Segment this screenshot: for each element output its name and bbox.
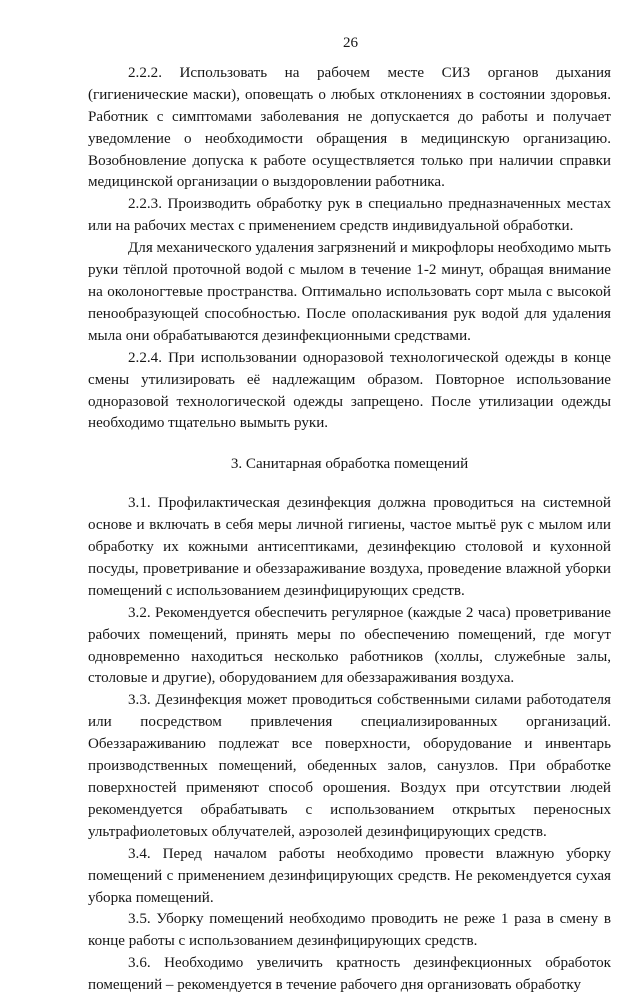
paragraph-3-3: 3.3. Дезинфекция может проводиться собственными силами работодателя или посредством привлечения специализированных организаций. Обеззараживанию подлежат все поверхности, оборудование и инвентарь производственных помещений, обеденных залов, санузлов. При обработке поверхностей применяют способ орошения. Воздух при отсутствии людей рекомендуется обрабатывать с использованием открытых переносных ультрафиолетовых облучателей, аэрозолей дезинфицирующих средств. (88, 692, 611, 840)
paragraph-3-4: 3.4. Перед началом работы необходимо провести влажную уборку помещений с применением дезинфицирующих средств. Не рекомендуется сухая уборка помещений. (88, 845, 611, 906)
paragraph-2-2-2: 2.2.2. Использовать на рабочем месте СИЗ органов дыхания (гигиенические маски), оповещать о любых отклонениях в состоянии здоровья. Работник с симптомами заболевания не допускается до работы и получает уведомление о необходимости обращения в медицинскую организацию. Возобновление допуска к работе осуществляется только при наличии справки медицинской организации о выздоровлении работника. (88, 64, 611, 191)
paragraph-3-1: 3.1. Профилактическая дезинфекция должна проводиться на системной основе и включать в себя меры личной гигиены, частое мытьё рук с мылом или обработку их кожными антисептиками, дезинфекцию столовой и кухонной посуды, проветривание и обеззараживание воздуха, проведение влажной уборки помещений с использованием дезинфицирующих средств. (88, 495, 611, 599)
paragraph-2-2-4: 2.2.4. При использовании одноразовой технологической одежды в конце смены утилизировать её надлежащим образом. Повторное использование одноразовой технологической одежды запрещено. После утилизации одежды необходимо тщательно вымыть руки. (88, 349, 611, 432)
paragraph-3-5: 3.5. Уборку помещений необходимо проводить не реже 1 раза в смену в конце работы с использованием дезинфицирующих средств. (88, 911, 611, 950)
paragraph-3-2: 3.2. Рекомендуется обеспечить регулярное (каждые 2 часа) проветривание рабочих помещений, принять меры по обеспечению помещений, где могут одновременно находиться несколько работников (холлы, служебные залы, столовые и другие), оборудованием для обеззараживания воздуха. (88, 604, 611, 687)
page-number: 26 (342, 35, 359, 51)
paragraph-2-2-3: 2.2.3. Производить обработку рук в специально предназначенных местах или на рабочих местах с применением средств индивидуальной обработки. (88, 196, 611, 235)
paragraph-hand-washing: Для механического удаления загрязнений и микрофлоры необходимо мыть руки тёплой проточной водой с мылом в течение 1-2 минут, обращая внимание на околоногтевые пространства. Оптимально использовать сорт мыла с высокой пенообразующей способностью. После ополаскивания рук водой для удаления мыла они обрабатываются дезинфекционными средствами. (88, 240, 611, 344)
paragraph-3-6: 3.6. Необходимо увеличить кратность дезинфекционных обработок помещений – рекомендуется в течение рабочего дня организовать обработку (88, 955, 611, 994)
section-heading: 3. Санитарная обработка помещений (230, 456, 469, 473)
